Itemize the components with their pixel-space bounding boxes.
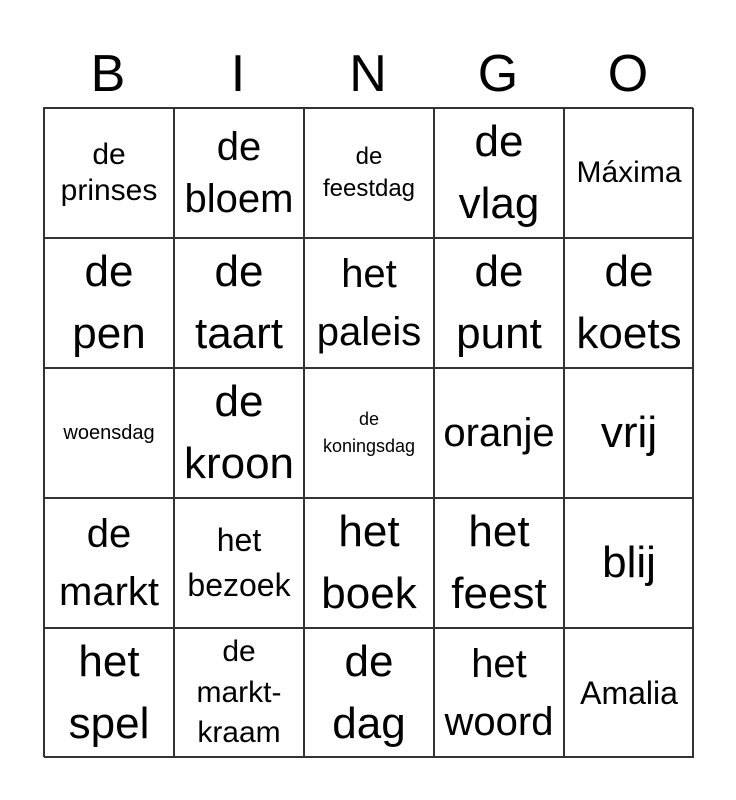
header-letter-n: N xyxy=(349,45,387,103)
cell-text: Amalia xyxy=(580,674,678,711)
bingo-cell[interactable] xyxy=(174,498,304,628)
bingo-cell[interactable] xyxy=(434,238,564,368)
bingo-cell[interactable] xyxy=(434,368,564,498)
cell-text: het spel xyxy=(68,637,150,748)
bingo-cell[interactable] xyxy=(304,628,434,758)
cell-text: de feestdag xyxy=(322,142,416,202)
cell-text: het boek xyxy=(321,507,417,618)
cell-text: het feest xyxy=(451,507,547,618)
cell-text: de kroon xyxy=(183,377,295,488)
cell-text: de vlag xyxy=(458,117,540,228)
header-letter-i: I xyxy=(230,45,246,103)
bingo-cell[interactable] xyxy=(44,108,174,238)
bingo-cell[interactable] xyxy=(174,238,304,368)
bingo-cell[interactable] xyxy=(174,108,304,238)
bingo-cell[interactable] xyxy=(434,628,564,758)
header-letter-b: B xyxy=(90,45,126,103)
cell-text: het bezoek xyxy=(187,522,291,603)
cell-text: de koningsdag xyxy=(322,409,416,456)
cell-text: het woord xyxy=(444,642,554,744)
bingo-cell[interactable] xyxy=(44,628,174,758)
cell-text: de markt- kraam xyxy=(196,635,282,750)
bingo-cell[interactable] xyxy=(304,368,434,498)
bingo-header xyxy=(43,40,693,108)
header-letter-o: O xyxy=(607,45,649,103)
cell-text: blij xyxy=(602,538,656,588)
cell-text: het paleis xyxy=(316,252,422,354)
cell-text: de markt xyxy=(59,512,159,614)
bingo-cell[interactable] xyxy=(304,108,434,238)
bingo-cell[interactable] xyxy=(174,368,304,498)
cell-text: oranje xyxy=(443,411,555,455)
bingo-cell[interactable] xyxy=(434,498,564,628)
cell-text: vrij xyxy=(600,408,658,458)
bingo-grid xyxy=(43,107,693,757)
bingo-cell[interactable] xyxy=(44,368,174,498)
bingo-cell[interactable] xyxy=(564,238,694,368)
cell-text: de punt xyxy=(456,247,542,358)
cell-text: de taart xyxy=(194,247,284,358)
bingo-cell[interactable] xyxy=(304,238,434,368)
bingo-cell[interactable] xyxy=(564,368,694,498)
cell-text: de prinses xyxy=(60,138,158,207)
cell-text: de bloem xyxy=(184,125,294,221)
bingo-cell[interactable] xyxy=(564,628,694,758)
bingo-cell[interactable] xyxy=(44,238,174,368)
bingo-cell[interactable] xyxy=(434,108,564,238)
cell-text: de dag xyxy=(332,637,406,748)
bingo-cell[interactable] xyxy=(44,498,174,628)
cell-text: Máxima xyxy=(576,156,682,189)
header-letter-g: G xyxy=(477,45,519,103)
bingo-cell[interactable] xyxy=(564,498,694,628)
cell-text: woensdag xyxy=(63,422,155,444)
bingo-cell[interactable] xyxy=(564,108,694,238)
cell-text: de pen xyxy=(72,247,146,358)
bingo-cell[interactable] xyxy=(174,628,304,758)
bingo-cell[interactable] xyxy=(304,498,434,628)
cell-text: de koets xyxy=(576,247,682,358)
